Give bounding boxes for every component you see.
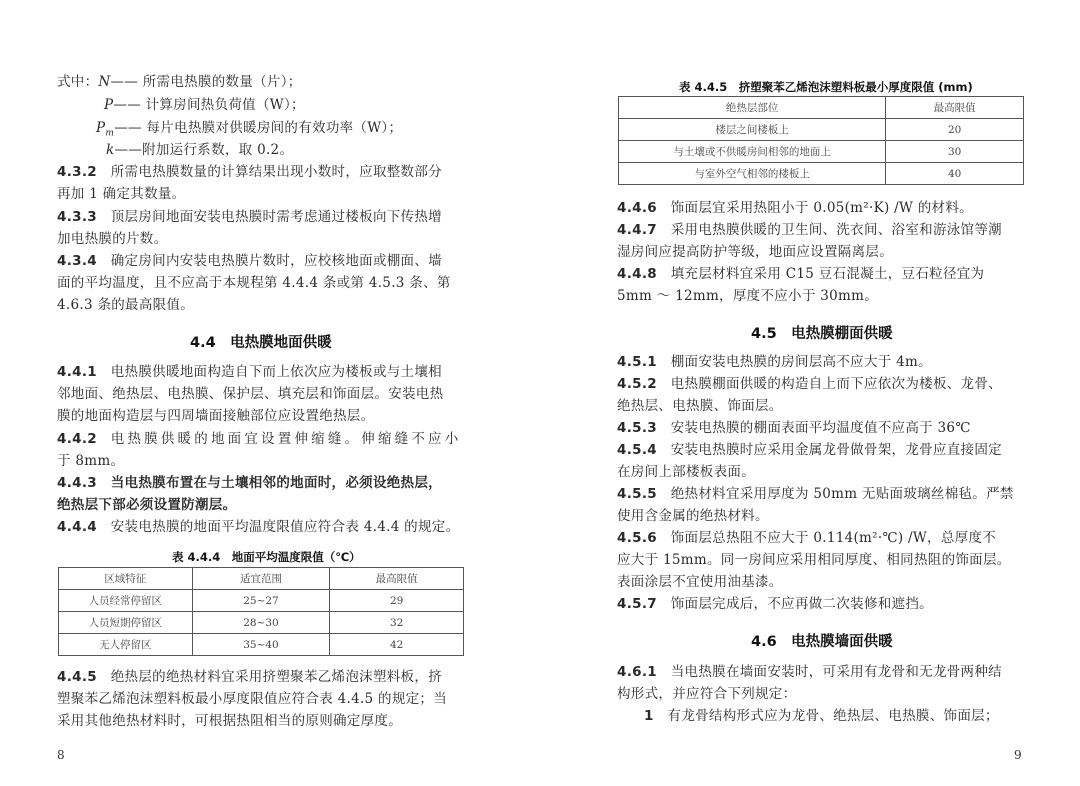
table-cell: 25~27 bbox=[192, 590, 330, 612]
formula-text: ——附加运行系数，取 0.2。 bbox=[114, 142, 294, 158]
clause-number: 4.4.2 bbox=[57, 431, 97, 447]
clause-text: 填充层材料宜采用 C15 豆石混凝土，豆石粒径宜为 bbox=[670, 266, 985, 282]
clause-number: 4.5.6 bbox=[617, 530, 657, 546]
clause-4-6-1-cont bbox=[617, 684, 796, 705]
clause-text: 电热膜棚面供暖的构造自上而下应依次为楼板、龙骨、 bbox=[670, 376, 1002, 392]
table-cell: 32 bbox=[330, 612, 464, 634]
clause-4-5-5 bbox=[617, 484, 1014, 505]
clause-text: 在房间上部楼板表面。 bbox=[617, 464, 755, 480]
clause-text: 安装电热膜的地面平均温度限值应符合表 4.4.4 的规定。 bbox=[110, 519, 460, 535]
clause-4-5-2-cont bbox=[617, 396, 783, 417]
clause-text: 绝热材料宜采用厚度为 50mm 无贴面玻璃丝棉毡。严禁 bbox=[670, 486, 1014, 502]
formula-line-n bbox=[57, 72, 302, 93]
clause-text: 邻地面、绝热层、电热膜、保护层、填充层和饰面层。安装电热 bbox=[57, 386, 444, 402]
formula-text: —— 计算房间热负荷值（W）； bbox=[113, 97, 305, 113]
clause-number: 4.5.4 bbox=[617, 442, 657, 458]
formula-prefix: 式中： bbox=[57, 74, 99, 90]
list-item-text: 有龙骨结构形式应为龙骨、绝热层、电热膜、饰面层； bbox=[667, 708, 999, 724]
table-cell: 无人停留区 bbox=[59, 634, 193, 656]
clause-number: 4.4.4 bbox=[57, 519, 97, 535]
clause-text: 于 8mm。 bbox=[57, 453, 125, 469]
clause-4-4-3-cont bbox=[57, 495, 236, 516]
clause-number: 4.5.7 bbox=[617, 596, 657, 612]
clause-4-5-6 bbox=[617, 528, 996, 549]
clause-text: 表面涂层不宜使用油基漆。 bbox=[617, 574, 783, 590]
clause-text: 电热膜供暖地面构造自下而上依次应为楼板或与土壤相 bbox=[110, 364, 442, 380]
clause-text: 当电热膜布置在与土壤相邻的地面时，必须设绝热层， bbox=[110, 475, 442, 491]
clause-4-6-1 bbox=[617, 662, 1002, 683]
clause-text: 应大于 15mm。同一房间应采用相同厚度、相同热阻的饰面层。 bbox=[617, 552, 1011, 568]
clause-text: 饰面层总热阻不应大于 0.114(m²·℃) /W，总厚度不 bbox=[670, 530, 997, 546]
clause-4-4-1-cont bbox=[57, 384, 443, 405]
page-number-right: 9 bbox=[1014, 748, 1022, 762]
table-cell: 28~30 bbox=[192, 612, 330, 634]
table-header-cell: 区域特征 bbox=[59, 568, 193, 590]
clause-number: 4.5.2 bbox=[617, 376, 657, 392]
table-header-cell: 最高限值 bbox=[330, 568, 464, 590]
clause-4-4-6 bbox=[617, 198, 973, 219]
clause-text: 所需电热膜数量的计算结果出现小数时，应取整数部分 bbox=[110, 164, 442, 180]
clause-number: 4.4.1 bbox=[57, 364, 97, 380]
section-heading-4-6: 4.6 电热膜墙面供暖 bbox=[751, 634, 893, 650]
clause-text: 采用其他绝热材料时，可根据热阻相当的原则确定厚度。 bbox=[57, 713, 402, 729]
clause-text: 当电热膜在墙面安装时，可采用有龙骨和无龙骨两种结 bbox=[670, 664, 1002, 680]
clause-number: 4.4.7 bbox=[617, 222, 657, 238]
formula-symbol: N bbox=[98, 74, 111, 90]
list-item-1 bbox=[644, 706, 999, 727]
table-cell: 20 bbox=[886, 119, 1024, 141]
table-cell: 35~40 bbox=[192, 634, 330, 656]
clause-4-4-4 bbox=[57, 517, 459, 538]
table-cell: 与室外空气相邻的楼板上 bbox=[619, 163, 886, 185]
clause-4-5-1 bbox=[617, 352, 932, 373]
clause-4-3-3 bbox=[57, 207, 442, 228]
clause-number: 4.3.2 bbox=[57, 164, 97, 180]
table-row bbox=[59, 612, 464, 634]
clause-4-4-5 bbox=[57, 667, 442, 688]
table-cell: 29 bbox=[330, 590, 464, 612]
clause-number: 4.4.5 bbox=[57, 669, 97, 685]
clause-text: 加电热膜的片数。 bbox=[57, 231, 168, 247]
table-row bbox=[619, 163, 1024, 185]
table-header-row bbox=[59, 568, 464, 590]
clause-number: 4.3.4 bbox=[57, 253, 97, 269]
clause-4-4-1-cont2 bbox=[57, 406, 374, 427]
clause-text: 饰面层宜采用热阻小于 0.05(m²·K) /W 的材料。 bbox=[670, 200, 973, 216]
formula-text: —— 每片电热膜对供暖房间的有效功率（W）； bbox=[114, 120, 403, 136]
clause-4-3-4-cont2 bbox=[57, 295, 194, 316]
clause-number: 4.3.3 bbox=[57, 209, 97, 225]
table-row bbox=[59, 634, 464, 656]
clause-4-4-7 bbox=[617, 220, 1002, 241]
table-cell: 与土壤或不供暖房间相邻的地面上 bbox=[619, 141, 886, 163]
clause-text: 5mm ～ 12mm，厚度不应小于 30mm。 bbox=[617, 288, 879, 304]
clause-4-5-4-cont bbox=[617, 462, 755, 483]
formula-subscript: m bbox=[105, 128, 115, 139]
list-item-number: 1 bbox=[644, 708, 654, 724]
table-row bbox=[619, 119, 1024, 141]
clause-text: 饰面层完成后，不应再做二次装修和遮挡。 bbox=[670, 596, 933, 612]
clause-text: 面的平均温度，且不应高于本规程第 4.4.4 条或第 4.5.3 条、第 bbox=[57, 275, 451, 291]
clause-text: 膜的地面构造层与四周墙面接触部位应设置绝热层。 bbox=[57, 408, 375, 424]
table-header-row bbox=[619, 97, 1024, 119]
table-header-cell: 适宜范围 bbox=[192, 568, 330, 590]
table-caption-4-4-5: 表 4.4.5 挤塑聚苯乙烯泡沫塑料板最小厚度限值 (mm) bbox=[679, 80, 973, 94]
clause-4-4-5-cont2 bbox=[57, 711, 402, 732]
formula-line-k bbox=[106, 140, 293, 161]
clause-4-5-6-cont2 bbox=[617, 572, 783, 593]
formula-line-p bbox=[104, 95, 305, 116]
table-cell: 30 bbox=[886, 141, 1024, 163]
table-cell: 40 bbox=[886, 163, 1024, 185]
clause-text: 采用电热膜供暖的卫生间、洗衣间、浴室和游泳馆等潮 bbox=[670, 222, 1002, 238]
section-heading-4-5: 4.5 电热膜棚面供暖 bbox=[751, 326, 893, 342]
page-number-left: 8 bbox=[57, 748, 65, 762]
clause-4-3-4-cont bbox=[57, 273, 451, 294]
table-caption-4-4-4: 表 4.4.4 地面平均温度限值（℃） bbox=[172, 550, 361, 564]
clause-text: 安装电热膜的棚面表面平均温度值不应高于 36℃ bbox=[670, 420, 971, 436]
clause-4-3-2 bbox=[57, 162, 442, 183]
clause-4-4-2-cont bbox=[57, 451, 124, 472]
clause-text: 安装电热膜时应采用金属龙骨做骨架，龙骨应直接固定 bbox=[670, 442, 1002, 458]
table-cell: 楼层之间楼板上 bbox=[619, 119, 886, 141]
clause-number: 4.6.1 bbox=[617, 664, 657, 680]
clause-number: 4.4.3 bbox=[57, 475, 97, 491]
clause-4-5-5-cont bbox=[617, 506, 769, 527]
table-cell: 42 bbox=[330, 634, 464, 656]
clause-number: 4.5.1 bbox=[617, 354, 657, 370]
right-page bbox=[540, 0, 1080, 786]
clause-4-4-5-cont bbox=[57, 689, 447, 710]
table-header-cell: 最高限值 bbox=[886, 97, 1024, 119]
clause-text: 湿房间应提高防护等级，地面应设置隔离层。 bbox=[617, 244, 893, 260]
clause-4-5-3 bbox=[617, 418, 971, 439]
formula-text: —— 所需电热膜的数量（片）； bbox=[110, 74, 302, 90]
table-cell: 人员短期停留区 bbox=[59, 612, 193, 634]
clause-text: 确定房间内安装电热膜片数时，应校核地面或棚面、墙 bbox=[110, 253, 442, 269]
clause-text: 4.6.3 条的最高限值。 bbox=[57, 297, 195, 313]
clause-4-3-3-cont bbox=[57, 229, 167, 250]
clause-text: 棚面安装电热膜的房间层高不应大于 4m。 bbox=[670, 354, 932, 370]
clause-text: 构形式，并应符合下列规定： bbox=[617, 686, 797, 702]
clause-text: 使用含金属的绝热材料。 bbox=[617, 508, 769, 524]
clause-text: 绝热层下部必须设置防潮层。 bbox=[57, 497, 237, 513]
clause-number: 4.4.8 bbox=[617, 266, 657, 282]
clause-4-4-1 bbox=[57, 362, 442, 383]
clause-text: 塑聚苯乙烯泡沫塑料板最小厚度限值应符合表 4.4.5 的规定；当 bbox=[57, 691, 448, 707]
table-4-4-5 bbox=[618, 96, 1024, 185]
clause-text: 电热膜供暖的地面宜设置伸缩缝。伸缩缝不应小 bbox=[110, 431, 462, 447]
clause-4-4-8 bbox=[617, 264, 984, 285]
clause-4-5-7 bbox=[617, 594, 933, 615]
clause-4-3-2-cont bbox=[57, 184, 185, 205]
clause-4-4-2 bbox=[57, 429, 461, 450]
clause-text: 绝热层的绝热材料宜采用挤塑聚苯乙烯泡沫塑料板，挤 bbox=[110, 669, 442, 685]
clause-4-4-8-cont bbox=[617, 286, 878, 307]
table-cell: 人员经常停留区 bbox=[59, 590, 193, 612]
clause-4-4-7-cont bbox=[617, 242, 893, 263]
section-heading-4-4: 4.4 电热膜地面供暖 bbox=[190, 335, 332, 351]
table-row bbox=[59, 590, 464, 612]
clause-4-4-3 bbox=[57, 473, 442, 494]
clause-number: 4.5.3 bbox=[617, 420, 657, 436]
table-row bbox=[619, 141, 1024, 163]
clause-text: 再加 1 确定其数量。 bbox=[57, 186, 186, 202]
formula-symbol: k bbox=[106, 142, 115, 158]
clause-number: 4.5.5 bbox=[617, 486, 657, 502]
clause-text: 顶层房间地面安装电热膜时需考虑通过楼板向下传热增 bbox=[110, 209, 442, 225]
clause-4-3-4 bbox=[57, 251, 442, 272]
clause-4-5-4 bbox=[617, 440, 1002, 461]
table-4-4-4 bbox=[58, 567, 464, 656]
clause-text: 绝热层、电热膜、饰面层。 bbox=[617, 398, 783, 414]
clause-4-5-2 bbox=[617, 374, 1002, 395]
clause-4-5-6-cont bbox=[617, 550, 1011, 571]
formula-symbol: P bbox=[104, 97, 114, 113]
clause-number: 4.4.6 bbox=[617, 200, 657, 216]
table-header-cell: 绝热层部位 bbox=[619, 97, 886, 119]
formula-symbol: P bbox=[96, 120, 106, 136]
